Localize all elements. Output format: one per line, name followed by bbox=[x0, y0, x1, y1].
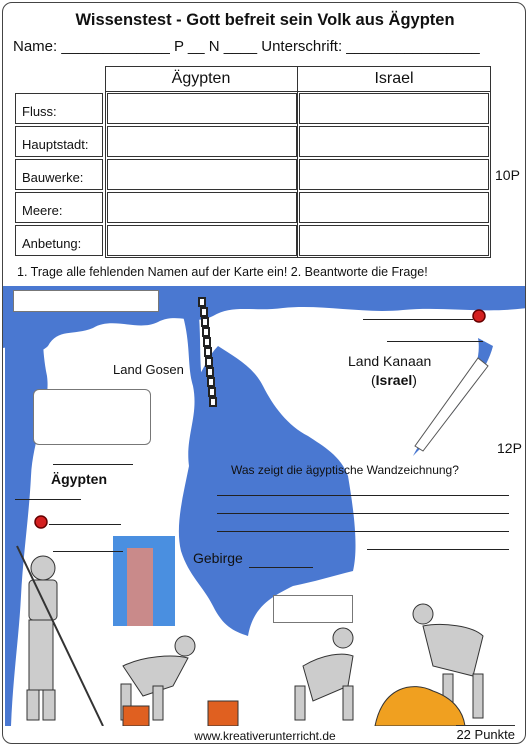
table-cell-hauptstadt-israel[interactable] bbox=[299, 126, 489, 157]
table-row-label-fluss: Fluss: bbox=[15, 93, 103, 124]
table-cell-bauwerke-israel[interactable] bbox=[299, 159, 489, 190]
label-israel bbox=[371, 372, 417, 388]
map-answer-box-egypt[interactable] bbox=[33, 389, 151, 445]
table-row-label-bauwerke: Bauwerke: bbox=[15, 159, 103, 190]
table-row-label-anbetung: Anbetung: bbox=[15, 225, 103, 256]
table-cell-bauwerke-aegypten[interactable] bbox=[107, 159, 297, 190]
name-signature-line[interactable]: Name: _____________ P __ N ____ Unterschrift: ________________ bbox=[13, 38, 480, 55]
table-header-israel: Israel bbox=[374, 70, 414, 87]
table-col-divider bbox=[297, 66, 298, 258]
map-answer-box-sea[interactable] bbox=[273, 595, 353, 623]
answer-line-egypt-1[interactable] bbox=[15, 499, 81, 500]
egyptian-figure bbox=[17, 546, 103, 726]
table-cell-meere-aegypten[interactable] bbox=[107, 192, 297, 223]
statue-figure bbox=[127, 548, 153, 626]
pot-right bbox=[208, 701, 238, 726]
answer-line-egypt-2[interactable] bbox=[49, 524, 121, 525]
table-cell-fluss-aegypten[interactable] bbox=[107, 93, 297, 124]
israel-name: Israel bbox=[375, 372, 413, 388]
label-gebirge: Gebirge bbox=[193, 550, 243, 566]
answer-line-egypt-3[interactable] bbox=[53, 551, 123, 552]
table-row-label-hauptstadt: Hauptstadt: bbox=[15, 126, 103, 157]
table-cell-fluss-israel[interactable] bbox=[299, 93, 489, 124]
kanaan-label-strip bbox=[415, 358, 488, 451]
label-land-kanaan: Land Kanaan bbox=[348, 353, 432, 369]
answer-line-top-right-1[interactable] bbox=[363, 319, 473, 320]
marker-dot-egypt bbox=[35, 516, 47, 528]
footer-total-points: 22 Punkte bbox=[456, 727, 515, 742]
israel-paren-close: ) bbox=[412, 372, 417, 388]
footer-website: www.kreativerunterricht.de bbox=[194, 729, 336, 743]
map-illustration bbox=[3, 286, 526, 726]
marker-dot-kanaan bbox=[473, 310, 485, 322]
question-answer-line-4[interactable] bbox=[367, 549, 509, 550]
answer-line-egypt-upper[interactable] bbox=[53, 464, 133, 465]
table-header-aegypten: Ägypten bbox=[171, 70, 231, 87]
answer-line-gebirge[interactable] bbox=[249, 567, 313, 568]
table-points: 10P bbox=[495, 167, 520, 183]
table-cell-anbetung-aegypten[interactable] bbox=[107, 225, 297, 256]
map-points: 12P bbox=[497, 440, 522, 456]
table-row-label-meere: Meere: bbox=[15, 192, 103, 223]
answer-line-top-right-2[interactable] bbox=[387, 341, 483, 342]
label-aegypten: Ägypten bbox=[51, 471, 107, 487]
table-cell-meere-israel[interactable] bbox=[299, 192, 489, 223]
table-cell-hauptstadt-aegypten[interactable] bbox=[107, 126, 297, 157]
worksheet-title: Wissenstest - Gott befreit sein Volk aus Ägypten bbox=[75, 11, 455, 29]
worksheet bbox=[2, 2, 526, 744]
map-answer-box-topleft[interactable] bbox=[13, 290, 159, 312]
question-answer-line-3[interactable] bbox=[217, 531, 509, 532]
task-instructions: 1. Trage alle fehlenden Namen auf der Karte ein! 2. Beantworte die Frage! bbox=[17, 265, 428, 279]
question-text: Was zeigt die ägyptische Wandzeichnung? bbox=[231, 463, 459, 477]
red-sea bbox=[179, 346, 356, 636]
pot-left bbox=[123, 706, 149, 726]
question-answer-line-1[interactable] bbox=[217, 495, 509, 496]
israel-paren-open: ( bbox=[371, 372, 376, 388]
table-cell-anbetung-israel[interactable] bbox=[299, 225, 489, 256]
label-land-gosen: Land Gosen bbox=[113, 362, 184, 377]
question-answer-line-2[interactable] bbox=[217, 513, 509, 514]
gulf-of-suez bbox=[183, 316, 203, 386]
